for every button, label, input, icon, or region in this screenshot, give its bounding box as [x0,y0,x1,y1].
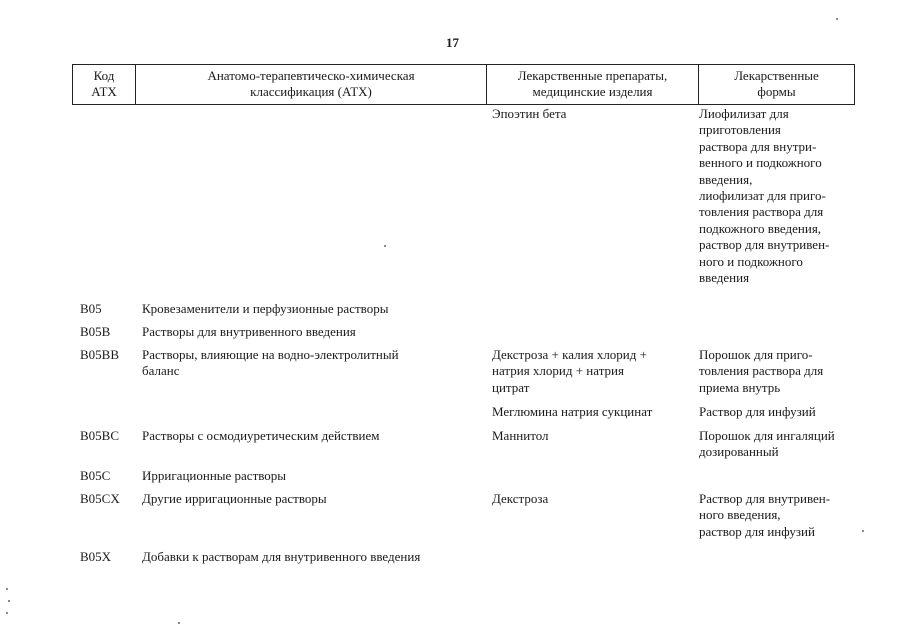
drug-line: натрия хлорид + натрия [492,363,624,379]
table-row-drug [492,404,692,420]
form-line: введения, [699,171,753,187]
form-line: приготовления [699,122,781,138]
table-row-form [699,106,851,286]
table-row-form [699,404,851,420]
form-line: раствора для внутри- [699,138,817,154]
table-row-name [142,324,472,340]
form-line: товления раствора для [699,204,824,220]
table-row-code: B05BB [80,347,120,362]
scan-speck [836,18,838,20]
table-row-code: B05 [80,301,102,316]
table-row-form [699,428,851,461]
table-header [72,64,855,105]
name-line: Растворы для внутривенного введения [142,324,356,339]
header-drugs-line: медицинские изделия [532,84,653,99]
table-row-drug [492,106,692,122]
name-line: Другие ирригационные растворы [142,491,327,506]
header-forms-line: Лекарственные [734,68,819,83]
drug-line: Меглюмина натрия сукцинат [492,404,653,419]
name-line: Растворы с осмодиуретическим действием [142,428,380,443]
header-classification-line: классификация (АТХ) [250,84,372,99]
form-line: Порошок для приго- [699,347,813,362]
scan-speck [6,612,8,614]
form-line: ного и подкожного [699,253,803,269]
form-line: Раствор для внутривен- [699,491,831,506]
scan-speck [862,530,864,532]
table-row-name [142,301,472,317]
table-row-code: B05B [80,324,111,339]
header-code-line: АТХ [91,84,117,99]
header-forms-line: формы [757,84,796,99]
header-code-line: Код [93,68,115,83]
table-row-drug [492,491,692,507]
table-row-form [699,491,851,540]
scan-speck [178,622,180,624]
header-forms [699,65,854,104]
name-line: Растворы, влияющие на водно-электролитный [142,347,399,362]
header-drugs-line: Лекарственные препараты, [517,68,668,83]
name-line: Ирригационные растворы [142,468,287,483]
table-row-code: B05X [80,549,112,564]
form-line: ного введения, [699,507,781,523]
name-line: Кровезаменители и перфузионные растворы [142,301,389,316]
form-line: приема внутрь [699,379,781,395]
header-drugs [487,65,699,104]
scan-speck [384,245,386,247]
page-number: 17 [446,35,459,50]
table-row-name [142,549,472,565]
name-line: баланс [142,363,180,379]
form-line: подкожного введения, [699,220,822,236]
drug-line: Эпоэтин бета [492,106,567,121]
form-line: раствор для внутривен- [699,237,830,253]
table-row-code: B05CX [80,491,120,506]
header-classification [136,65,487,104]
name-line: Добавки к растворам для внутривенного введения [142,549,421,564]
header-code [73,65,136,104]
form-line: Раствор для инфузий [699,404,816,419]
form-line: введения [699,270,750,286]
form-line: Порошок для ингаляций [699,428,835,443]
drug-line: цитрат [492,379,530,395]
table-row-name [142,428,472,444]
form-line: Лиофилизат для [699,106,789,121]
scan-speck [8,600,10,602]
form-line: лиофилизат для приго- [699,188,826,204]
scan-speck [6,588,8,590]
table-row-code: B05BC [80,428,120,443]
form-line: товления раствора для [699,363,824,379]
table-row-code: B05C [80,468,111,483]
table-row-name [142,347,472,380]
table-row-drug [492,428,692,444]
form-line: дозированный [699,444,779,460]
table-row-name [142,468,472,484]
form-line: раствор для инфузий [699,523,815,539]
header-classification-line: Анатомо-терапевтическо-химическая [207,68,415,83]
form-line: венного и подкожного [699,155,822,171]
drug-line: Маннитол [492,428,549,443]
table-row-form [699,347,851,396]
table-row-drug [492,347,692,396]
table-row-name [142,491,472,507]
drug-line: Декстроза [492,491,549,506]
drug-line: Декстроза + калия хлорид + [492,347,647,362]
